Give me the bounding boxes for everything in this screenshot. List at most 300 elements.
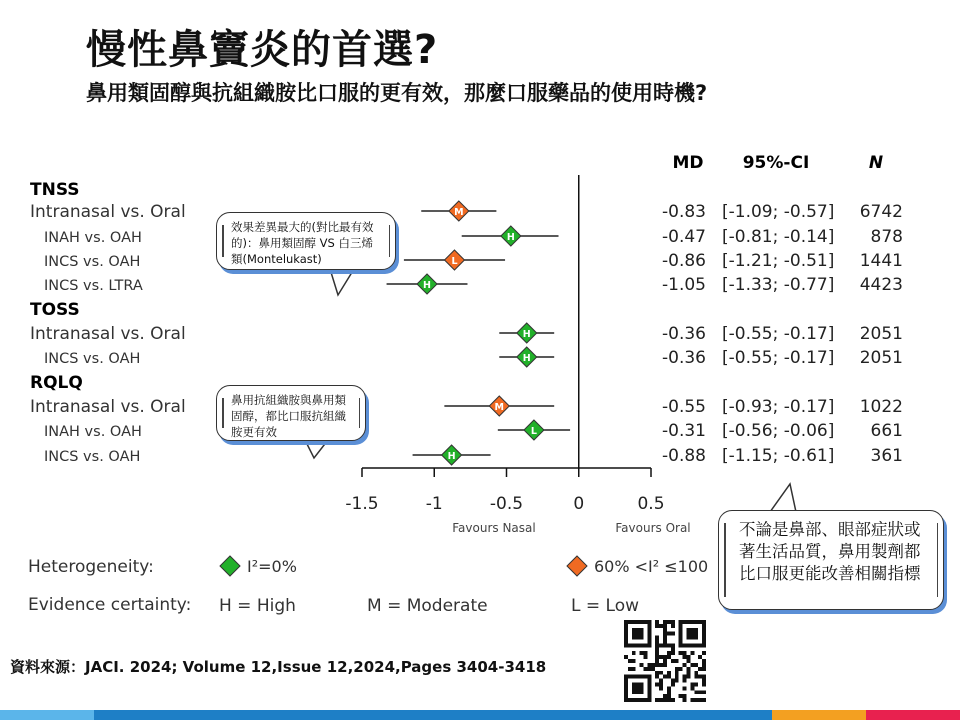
group-label: RQLQ xyxy=(30,373,83,393)
md-value: -0.47 xyxy=(662,227,706,247)
md-value: -0.83 xyxy=(662,202,706,222)
n-value: 6742 xyxy=(859,202,903,222)
qr-module xyxy=(698,675,702,679)
qr-module xyxy=(698,690,702,694)
heterogeneity-legend-marker xyxy=(220,556,240,576)
qr-module xyxy=(679,632,683,636)
qr-module xyxy=(647,698,651,702)
qr-module xyxy=(651,667,655,671)
qr-module xyxy=(702,632,706,636)
qr-module xyxy=(671,679,675,683)
qr-module xyxy=(628,667,632,671)
qr-module xyxy=(655,636,659,640)
qr-module xyxy=(671,659,675,663)
qr-module xyxy=(663,628,667,632)
qr-module xyxy=(667,694,671,698)
ci-value: [-0.55; -0.17] xyxy=(722,348,835,368)
qr-module xyxy=(683,686,687,690)
qr-module xyxy=(663,675,667,679)
qr-module xyxy=(632,628,636,632)
qr-module xyxy=(690,651,694,655)
qr-module xyxy=(640,628,644,632)
qr-module xyxy=(671,643,675,647)
qr-module xyxy=(647,663,651,667)
certainty-letter: M xyxy=(454,207,464,218)
qr-module xyxy=(694,675,698,679)
qr-module xyxy=(667,632,671,636)
qr-module xyxy=(671,651,675,655)
ci-value: [-0.93; -0.17] xyxy=(722,397,835,417)
qr-module xyxy=(655,659,659,663)
qr-module xyxy=(659,686,663,690)
qr-module xyxy=(663,663,667,667)
qr-module xyxy=(702,624,706,628)
qr-module xyxy=(663,643,667,647)
ci-value: [-1.33; -0.77] xyxy=(722,275,835,295)
qr-module xyxy=(702,690,706,694)
qr-module xyxy=(686,655,690,659)
n-value: 661 xyxy=(870,421,903,441)
qr-module xyxy=(698,620,702,624)
qr-module xyxy=(632,667,636,671)
ci-value: [-0.55; -0.17] xyxy=(722,324,835,344)
qr-module xyxy=(640,620,644,624)
qr-module xyxy=(702,698,706,702)
certainty-letter: H xyxy=(522,353,531,364)
group-label: TNSS xyxy=(30,180,80,200)
row-label: Intranasal vs. Oral xyxy=(30,324,186,344)
x-tick-label: 0.5 xyxy=(637,494,665,514)
md-value: -1.05 xyxy=(662,275,706,295)
qr-module xyxy=(702,640,706,644)
qr-module xyxy=(675,659,679,663)
qr-module xyxy=(683,663,687,667)
callout-largest-difference: 效果差異最大的(對比最有效的)：鼻用類固醇 VS 白三烯類(Montelukast) xyxy=(216,212,396,270)
qr-module xyxy=(683,620,687,624)
qr-module xyxy=(679,620,683,624)
qr-module xyxy=(640,682,644,686)
footer-segment xyxy=(94,710,400,720)
qr-module xyxy=(702,636,706,640)
qr-module xyxy=(667,643,671,647)
qr-module xyxy=(702,620,706,624)
md-value: -0.36 xyxy=(662,324,706,344)
qr-module xyxy=(671,624,675,628)
qr-module xyxy=(686,620,690,624)
certainty-letter: L xyxy=(451,256,458,267)
n-value: 2051 xyxy=(859,348,903,368)
qr-code[interactable] xyxy=(624,620,706,702)
qr-module xyxy=(663,620,667,624)
favours-left-label: Favours Nasal xyxy=(452,521,536,535)
qr-module xyxy=(671,698,675,702)
source-citation: 資料來源：JACI. 2024; Volume 12,Issue 12,2024,Pages 3404-3418 xyxy=(10,658,547,676)
row-label: INAH vs. OAH xyxy=(44,424,142,440)
qr-module xyxy=(667,686,671,690)
qr-module xyxy=(628,620,632,624)
qr-module xyxy=(694,690,698,694)
qr-module xyxy=(671,632,675,636)
column-header: 95%-CI xyxy=(742,153,810,173)
qr-module xyxy=(671,620,675,624)
qr-module xyxy=(624,655,628,659)
qr-module xyxy=(632,632,636,636)
heterogeneity-legend-marker xyxy=(567,556,587,576)
qr-module xyxy=(624,624,628,628)
certainty-letter: H xyxy=(522,329,531,340)
n-value: 4423 xyxy=(859,275,903,295)
qr-module xyxy=(690,663,694,667)
x-tick-label: -0.5 xyxy=(489,494,524,514)
qr-module xyxy=(659,682,663,686)
qr-module xyxy=(655,620,659,624)
qr-module xyxy=(659,663,663,667)
qr-module xyxy=(686,643,690,647)
qr-module xyxy=(640,632,644,636)
qr-module xyxy=(632,675,636,679)
qr-module xyxy=(636,698,640,702)
qr-module xyxy=(624,690,628,694)
qr-module xyxy=(683,694,687,698)
qr-module xyxy=(628,659,632,663)
certainty-legend-item: M = Moderate xyxy=(367,596,488,616)
qr-module xyxy=(702,679,706,683)
qr-module xyxy=(694,698,698,702)
qr-module xyxy=(683,698,687,702)
ci-value: [-0.56; -0.06] xyxy=(722,421,835,441)
qr-module xyxy=(640,663,644,667)
qr-module xyxy=(632,659,636,663)
qr-module xyxy=(624,620,628,624)
qr-module xyxy=(640,690,644,694)
qr-module xyxy=(628,698,632,702)
x-tick-label: 0 xyxy=(573,494,585,514)
qr-module xyxy=(686,636,690,640)
qr-module xyxy=(624,675,628,679)
qr-module xyxy=(624,698,628,702)
qr-module xyxy=(624,636,628,640)
qr-module xyxy=(636,682,640,686)
qr-module xyxy=(647,686,651,690)
qr-module xyxy=(663,655,667,659)
column-header: N xyxy=(868,153,884,173)
qr-module xyxy=(663,659,667,663)
qr-module xyxy=(698,667,702,671)
qr-module xyxy=(702,682,706,686)
qr-module xyxy=(698,698,702,702)
callout-tail xyxy=(330,269,354,295)
qr-module xyxy=(644,655,648,659)
qr-module xyxy=(632,690,636,694)
md-value: -0.55 xyxy=(662,397,706,417)
qr-module xyxy=(679,694,683,698)
qr-module xyxy=(647,667,651,671)
qr-module xyxy=(640,651,644,655)
qr-module xyxy=(632,643,636,647)
qr-module xyxy=(679,628,683,632)
qr-module xyxy=(698,643,702,647)
column-header: MD xyxy=(672,153,704,173)
row-label: Intranasal vs. Oral xyxy=(30,397,186,417)
qr-module xyxy=(647,643,651,647)
ci-value: [-0.81; -0.14] xyxy=(722,227,835,247)
qr-module xyxy=(655,682,659,686)
qr-module xyxy=(702,675,706,679)
certainty-legend-item: L = Low xyxy=(571,596,639,616)
qr-module xyxy=(694,671,698,675)
qr-module xyxy=(686,632,690,636)
md-value: -0.36 xyxy=(662,348,706,368)
qr-module xyxy=(667,675,671,679)
certainty-legend-title: Evidence certainty: xyxy=(28,595,192,615)
qr-module xyxy=(647,624,651,628)
qr-module xyxy=(667,620,671,624)
qr-module xyxy=(628,675,632,679)
x-tick-label: -1 xyxy=(425,494,443,514)
qr-module xyxy=(683,675,687,679)
qr-module xyxy=(647,628,651,632)
qr-module xyxy=(655,624,659,628)
qr-module xyxy=(655,643,659,647)
qr-module xyxy=(636,636,640,640)
qr-module xyxy=(679,643,683,647)
qr-module xyxy=(647,636,651,640)
heterogeneity-legend-title: Heterogeneity: xyxy=(28,557,154,577)
qr-module xyxy=(683,651,687,655)
qr-module xyxy=(694,620,698,624)
qr-module xyxy=(644,675,648,679)
qr-module xyxy=(679,624,683,628)
row-label: INCS vs. LTRA xyxy=(44,278,143,294)
certainty-letter: L xyxy=(530,426,537,437)
row-label: Intranasal vs. Oral xyxy=(30,202,186,222)
qr-module xyxy=(659,624,663,628)
qr-module xyxy=(636,628,640,632)
n-value: 361 xyxy=(870,446,903,466)
qr-module xyxy=(694,636,698,640)
qr-module xyxy=(647,620,651,624)
qr-module xyxy=(667,671,671,675)
qr-module xyxy=(667,698,671,702)
qr-module xyxy=(655,647,659,651)
callout-tail xyxy=(770,484,796,512)
qr-module xyxy=(702,667,706,671)
qr-module xyxy=(644,698,648,702)
qr-module xyxy=(644,643,648,647)
qr-module xyxy=(683,655,687,659)
qr-module xyxy=(690,636,694,640)
qr-module xyxy=(686,628,690,632)
qr-module xyxy=(636,675,640,679)
qr-module xyxy=(694,663,698,667)
heterogeneity-legend-text: I²=0% xyxy=(247,557,297,576)
row-label: INAH vs. OAH xyxy=(44,230,142,246)
qr-module xyxy=(690,632,694,636)
qr-module xyxy=(694,682,698,686)
group-label: TOSS xyxy=(30,300,80,320)
qr-module xyxy=(640,643,644,647)
qr-module xyxy=(679,636,683,640)
qr-module xyxy=(683,679,687,683)
qr-module xyxy=(624,643,628,647)
certainty-legend-item: H = High xyxy=(219,596,296,616)
qr-module xyxy=(624,694,628,698)
qr-module xyxy=(640,686,644,690)
qr-module xyxy=(647,675,651,679)
qr-module xyxy=(640,636,644,640)
qr-module xyxy=(671,647,675,651)
qr-module xyxy=(663,640,667,644)
footer-color-bar xyxy=(0,710,960,720)
qr-module xyxy=(632,698,636,702)
callout-tail xyxy=(305,440,328,458)
qr-module xyxy=(702,651,706,655)
row-label: INCS vs. OAH xyxy=(44,254,141,270)
qr-module xyxy=(686,671,690,675)
page-subtitle: 鼻用類固醇與抗組織胺比口服的更有效，那麼口服藥品的使用時機? xyxy=(86,81,708,105)
qr-module xyxy=(663,624,667,628)
row-label: INCS vs. OAH xyxy=(44,351,141,367)
qr-module xyxy=(624,640,628,644)
qr-module xyxy=(683,643,687,647)
qr-module xyxy=(644,651,648,655)
qr-module xyxy=(694,632,698,636)
heterogeneity-legend-text: 60% <I² ≤100 xyxy=(594,557,709,576)
qr-module xyxy=(636,643,640,647)
x-tick-label: -1.5 xyxy=(345,494,379,514)
qr-module xyxy=(690,628,694,632)
qr-module xyxy=(624,679,628,683)
ci-value: [-1.09; -0.57] xyxy=(722,202,835,222)
qr-module xyxy=(675,667,679,671)
md-value: -0.86 xyxy=(662,251,706,271)
ci-value: [-1.21; -0.51] xyxy=(722,251,835,271)
qr-module xyxy=(690,682,694,686)
certainty-letter: H xyxy=(423,280,432,291)
qr-module xyxy=(655,675,659,679)
qr-module xyxy=(690,686,694,690)
certainty-letter: M xyxy=(494,402,505,413)
row-label: INCS vs. OAH xyxy=(44,449,141,465)
n-value: 2051 xyxy=(859,324,903,344)
qr-module xyxy=(644,667,648,671)
qr-module xyxy=(686,667,690,671)
n-value: 878 xyxy=(870,227,903,247)
qr-module xyxy=(659,679,663,683)
qr-module xyxy=(655,663,659,667)
qr-module xyxy=(647,640,651,644)
qr-module xyxy=(647,682,651,686)
certainty-letter: H xyxy=(506,232,515,243)
qr-module xyxy=(624,632,628,636)
qr-module xyxy=(632,686,636,690)
qr-module xyxy=(671,682,675,686)
qr-module xyxy=(636,690,640,694)
qr-module xyxy=(647,679,651,683)
qr-module xyxy=(655,671,659,675)
qr-module xyxy=(690,643,694,647)
qr-module xyxy=(679,651,683,655)
page-title: 慢性鼻竇炎的首選? xyxy=(86,27,439,73)
qr-module xyxy=(667,651,671,655)
qr-module xyxy=(690,698,694,702)
qr-module xyxy=(632,682,636,686)
qr-module xyxy=(694,643,698,647)
qr-module xyxy=(628,643,632,647)
qr-module xyxy=(659,643,663,647)
callout-nasal-antihistamine: 鼻用抗組織胺與鼻用類固醇，都比口服抗組織胺更有效 xyxy=(216,385,366,441)
footer-segment xyxy=(0,710,94,720)
favours-right-label: Favours Oral xyxy=(615,521,691,535)
qr-module xyxy=(659,655,663,659)
certainty-letter: H xyxy=(447,451,456,462)
qr-module xyxy=(667,690,671,694)
qr-module xyxy=(655,651,659,655)
qr-module xyxy=(655,655,659,659)
qr-module xyxy=(659,671,663,675)
qr-module xyxy=(636,620,640,624)
n-value: 1022 xyxy=(859,397,903,417)
qr-module xyxy=(659,698,663,702)
qr-module xyxy=(679,667,683,671)
qr-module xyxy=(663,632,667,636)
qr-module xyxy=(647,632,651,636)
qr-module xyxy=(675,679,679,683)
qr-module xyxy=(675,671,679,675)
qr-module xyxy=(663,694,667,698)
qr-module xyxy=(686,659,690,663)
footer-segment xyxy=(400,710,772,720)
qr-module xyxy=(702,628,706,632)
qr-module xyxy=(632,620,636,624)
qr-module xyxy=(663,636,667,640)
footer-segment xyxy=(866,710,960,720)
qr-module xyxy=(694,628,698,632)
ci-value: [-1.15; -0.61] xyxy=(722,446,835,466)
qr-module xyxy=(698,655,702,659)
md-value: -0.31 xyxy=(662,421,706,441)
qr-module xyxy=(640,698,644,702)
n-value: 1441 xyxy=(859,251,903,271)
qr-module xyxy=(624,682,628,686)
qr-module xyxy=(624,628,628,632)
qr-module xyxy=(632,636,636,640)
qr-module xyxy=(702,663,706,667)
qr-module xyxy=(644,620,648,624)
qr-module xyxy=(702,643,706,647)
qr-module xyxy=(647,694,651,698)
qr-module xyxy=(624,686,628,690)
md-value: -0.88 xyxy=(662,446,706,466)
qr-module xyxy=(675,675,679,679)
qr-module xyxy=(679,640,683,644)
qr-module xyxy=(690,620,694,624)
callout-nasal-better: 不論是鼻部、眼部症狀或著生活品質，鼻用製劑都比口服更能改善相關指標 xyxy=(718,510,944,610)
qr-module xyxy=(651,663,655,667)
qr-module xyxy=(655,698,659,702)
qr-module xyxy=(686,675,690,679)
qr-module xyxy=(667,655,671,659)
qr-module xyxy=(636,686,640,690)
qr-module xyxy=(640,675,644,679)
qr-module xyxy=(636,632,640,636)
qr-module xyxy=(663,698,667,702)
footer-segment xyxy=(772,710,866,720)
qr-module xyxy=(702,659,706,663)
qr-module xyxy=(632,651,636,655)
qr-module xyxy=(647,690,651,694)
qr-module xyxy=(655,640,659,644)
